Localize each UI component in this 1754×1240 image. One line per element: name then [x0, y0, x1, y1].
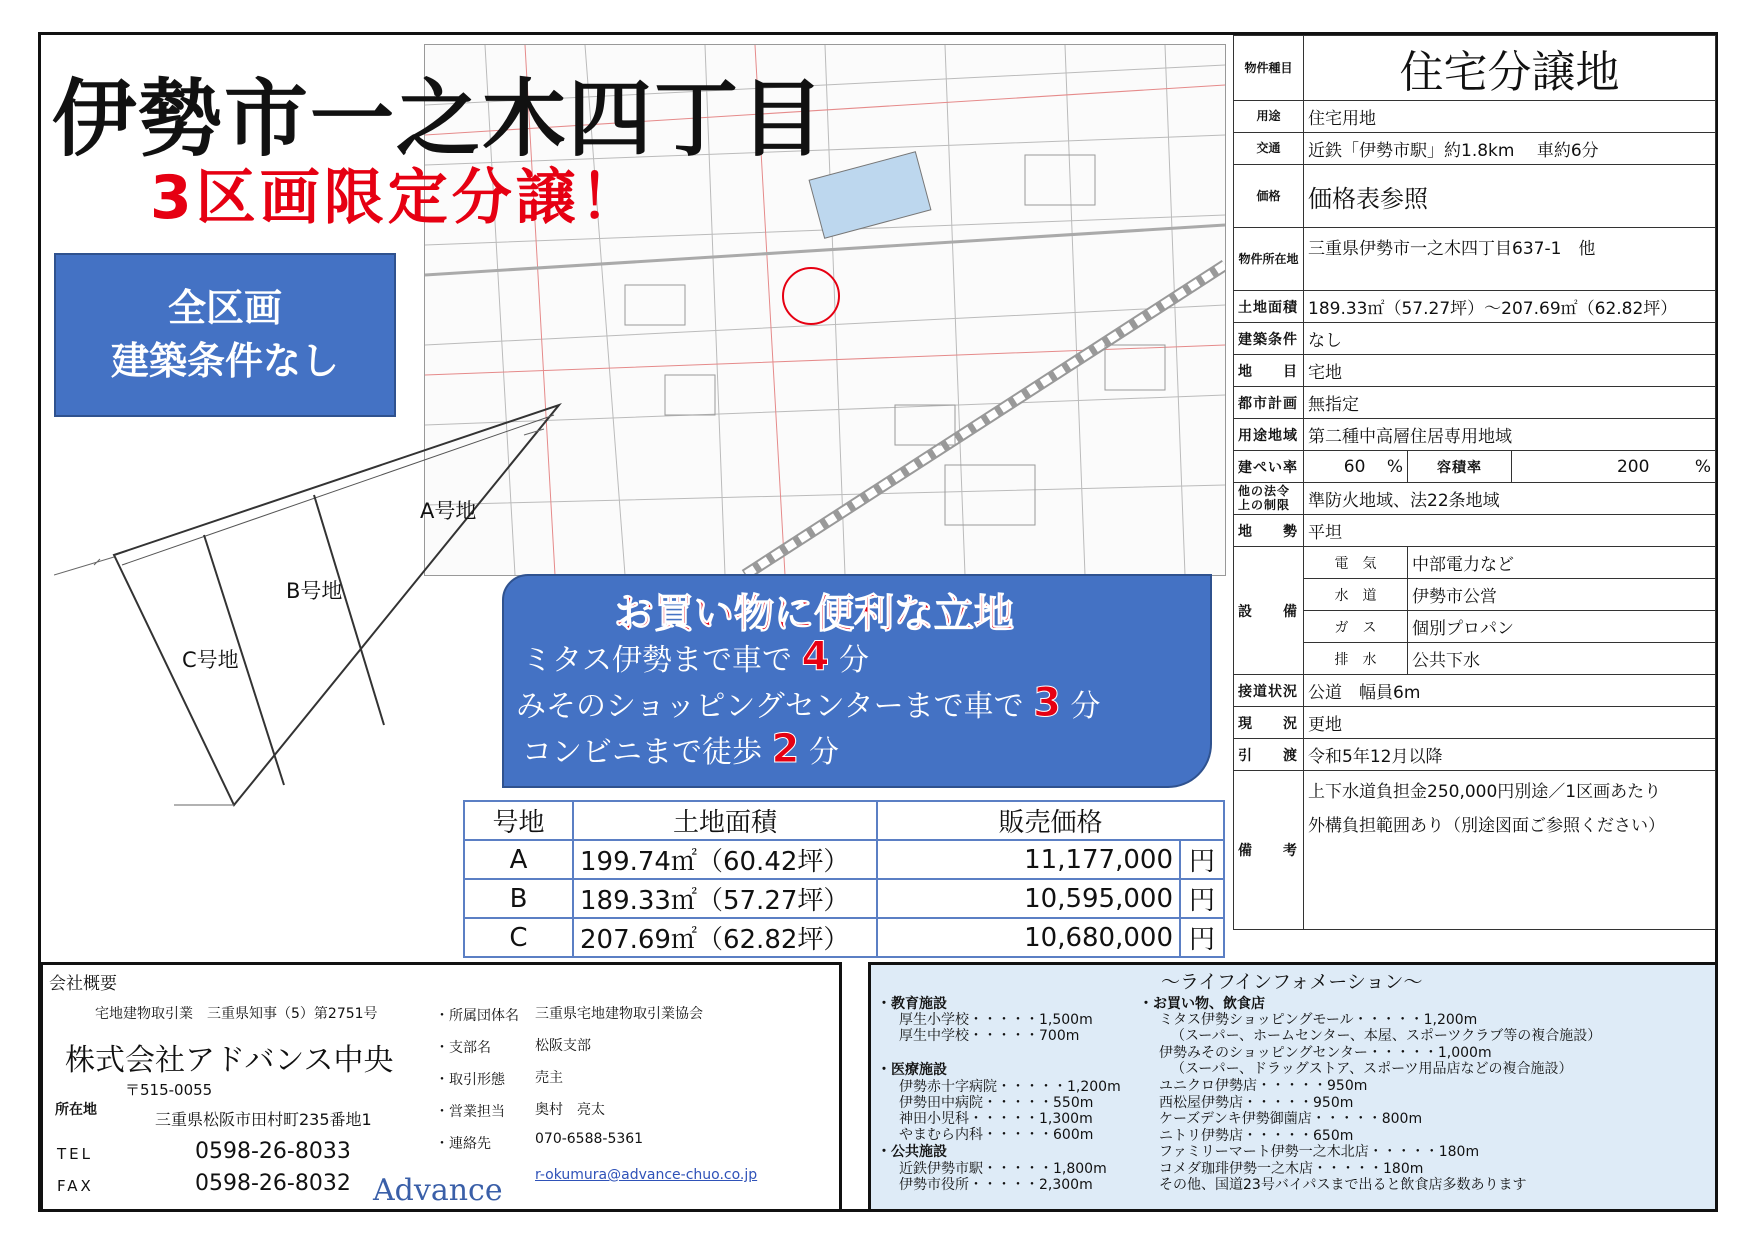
- shop-item-6: 西松屋伊勢店・・・・・950m: [1159, 1095, 1354, 1111]
- spec-handover-value: 令和5年12月以降: [1304, 739, 1716, 771]
- company-fax: 0598-26-8032: [195, 1171, 351, 1196]
- badge-line-2: 建築条件なし: [110, 339, 339, 383]
- shopping-line-2-unit: 分: [1070, 689, 1101, 724]
- spec-legal-label: 他の法令上の制限: [1234, 483, 1304, 515]
- shop-item-7: ケーズデンキ伊勢御薗店・・・・・800m: [1159, 1111, 1423, 1127]
- company-logo: Advance: [373, 1173, 503, 1208]
- spec-use-label: 用途: [1234, 101, 1304, 133]
- row-price: 10,680,000: [877, 918, 1180, 957]
- shopping-convenience-box: [502, 574, 1212, 788]
- row-area: 207.69㎡（62.82坪）: [573, 918, 877, 957]
- spec-category-label: 地 目: [1234, 355, 1304, 387]
- spec-remarks-1: 上下水道負担金250,000円別途／1区画あたり: [1308, 782, 1662, 802]
- shopping-heading: お買い物に便利な立地: [614, 591, 1014, 637]
- spec-far-label: 容積率: [1408, 451, 1512, 483]
- shop-item-10: コメダ珈琲伊勢一之木店・・・・・180m: [1159, 1161, 1424, 1177]
- spec-terrain-value: 平坦: [1304, 515, 1716, 547]
- spec-drain-value: 公共下水: [1408, 643, 1716, 675]
- spec-far-unit: %: [1694, 456, 1711, 477]
- page-title: 伊勢市一之木四丁目: [52, 70, 827, 168]
- spec-row-city-plan: [1234, 387, 1716, 419]
- company-address: 三重県松阪市田村町235番地1: [155, 1110, 372, 1129]
- spec-build-cond-value: なし: [1304, 323, 1716, 355]
- shop-item-8: ニトリ伊勢店・・・・・650m: [1159, 1128, 1354, 1144]
- spec-city-plan-value: 無指定: [1304, 387, 1716, 419]
- med-heading: ・医療施設: [877, 1062, 947, 1078]
- spec-row-address: [1234, 228, 1716, 291]
- row-area: 199.74㎡（60.42坪）: [573, 840, 877, 879]
- spec-row-water: [1234, 579, 1716, 611]
- table-row: [464, 879, 1224, 918]
- shop-heading: ・お買い物、飲食店: [1139, 996, 1265, 1012]
- shop-item-9: ファミリーマート伊勢一之木北店・・・・・180m: [1159, 1144, 1480, 1160]
- spec-land-area-label: 土地面積: [1234, 291, 1304, 323]
- row-unit: 円: [1180, 918, 1224, 957]
- spec-coverage-label: 建ぺい率: [1234, 451, 1304, 483]
- form-value: 売主: [535, 1070, 563, 1086]
- shopping-line-1: [522, 634, 869, 680]
- shopping-line-3-minutes: 2: [771, 726, 800, 772]
- spec-price-label: 価格: [1234, 165, 1304, 228]
- spec-row-road: [1234, 675, 1716, 707]
- row-lot: B: [464, 879, 573, 918]
- spec-far-cell: [1512, 451, 1716, 483]
- badge-line-1: 全区画: [167, 285, 282, 330]
- spec-category-value: 宅地: [1304, 355, 1716, 387]
- spec-water-label: 水 道: [1304, 579, 1408, 611]
- spec-build-cond-label: 建築条件: [1234, 323, 1304, 355]
- shopping-line-2-minutes: 3: [1033, 680, 1061, 726]
- row-unit: 円: [1180, 879, 1224, 918]
- spec-row-elec: [1234, 547, 1716, 579]
- shopping-line-2: [516, 680, 1101, 726]
- spec-price-value: 価格表参照: [1304, 165, 1716, 228]
- assoc-label: ・所属団体名: [435, 1008, 519, 1024]
- col-price: 販売価格: [877, 801, 1224, 840]
- shop-item-11: その他、国道23号バイパスまで出ると飲食店多数あります: [1159, 1177, 1527, 1193]
- table-row: [464, 840, 1224, 879]
- company-name: 株式会社アドバンス中央: [65, 1043, 394, 1078]
- shopping-line-3-unit: 分: [808, 735, 839, 770]
- spec-address-label: 物件所在地: [1234, 228, 1304, 291]
- company-zip: 〒515-0055: [125, 1081, 213, 1099]
- spec-row-ratios: [1234, 451, 1716, 483]
- shop-item-5: ユニクロ伊勢店・・・・・950m: [1159, 1078, 1368, 1094]
- company-license: 宅地建物取引業 三重県知事（5）第2751号: [95, 1006, 378, 1022]
- shopping-line-1-unit: 分: [838, 643, 869, 678]
- spec-row-status: [1234, 707, 1716, 739]
- company-tel: 0598-26-8033: [195, 1139, 351, 1164]
- spec-facility-label: 設 備: [1234, 547, 1304, 675]
- edu-item-1: 厚生小学校・・・・・1,500m: [899, 1012, 1093, 1028]
- spec-road-value: 公道 幅員6m: [1304, 675, 1716, 707]
- spec-legal-value: 準防火地域、法22条地域: [1304, 483, 1716, 515]
- shop-item-1: ミタス伊勢ショッピングモール・・・・・1,200m: [1159, 1012, 1478, 1028]
- spec-row-use: [1234, 101, 1716, 133]
- lot-a-label: A号地: [420, 499, 477, 523]
- pub-item-2: 伊勢市役所・・・・・2,300m: [899, 1177, 1093, 1193]
- spec-row-gas: [1234, 611, 1716, 643]
- staff-value: 奥村 亮太: [535, 1102, 605, 1118]
- shop-item-4: （スーパー、ドラッグストア、スポーツ用品店などの複合施設）: [1171, 1061, 1573, 1077]
- life-heading: ～ライフインフォメーション～: [1161, 971, 1423, 993]
- lot-c-label: C号地: [182, 648, 239, 672]
- edu-item-2: 厚生中学校・・・・・700m: [899, 1028, 1080, 1044]
- row-lot: C: [464, 918, 573, 957]
- table-row: [464, 918, 1224, 957]
- branch-label: ・支部名: [435, 1040, 491, 1056]
- col-lot: 号地: [464, 801, 573, 840]
- shop-item-2: （スーパー、ホームセンター、本屋、スポーツクラブ等の複合施設）: [1171, 1028, 1602, 1044]
- email-link[interactable]: r-okumura@advance-chuo.co.jp: [535, 1167, 758, 1183]
- spec-handover-label: 引 渡: [1234, 739, 1304, 771]
- spec-road-label: 接道状況: [1234, 675, 1304, 707]
- spec-row-drain: [1234, 643, 1716, 675]
- staff-label: ・営業担当: [435, 1104, 505, 1120]
- row-price: 11,177,000: [877, 840, 1180, 879]
- shopping-line-2-text: みそのショッピングセンターまで車で: [516, 689, 1024, 724]
- med-item-4: やまむら内科・・・・・600m: [899, 1127, 1094, 1143]
- spec-row-price: [1234, 165, 1716, 228]
- edu-heading: ・教育施設: [877, 996, 947, 1012]
- spec-type-value: 住宅分譲地: [1304, 36, 1716, 101]
- company-heading: 会社概要: [49, 974, 117, 994]
- spec-row-traffic: [1234, 133, 1716, 165]
- life-information: [868, 962, 1718, 1212]
- spec-water-value: 伊勢市公営: [1408, 579, 1716, 611]
- spec-zoning-label: 用途地域: [1234, 419, 1304, 451]
- spec-row-handover: [1234, 739, 1716, 771]
- pub-heading: ・公共施設: [877, 1144, 947, 1160]
- page-subtitle: 3区画限定分譲！: [150, 163, 644, 233]
- spec-coverage-value: 60: [1343, 456, 1366, 477]
- contact-label: ・連絡先: [435, 1136, 491, 1152]
- spec-city-plan-label: 都市計画: [1234, 387, 1304, 419]
- spec-use-value: 住宅用地: [1304, 101, 1716, 133]
- col-area: 土地面積: [573, 801, 877, 840]
- spec-coverage-unit: %: [1386, 456, 1403, 477]
- shopping-line-3-text: コンビニまで徒歩: [522, 735, 762, 770]
- spec-remarks-label: 備 考: [1234, 771, 1304, 930]
- shopping-line-1-minutes: 4: [801, 634, 830, 680]
- med-item-1: 伊勢赤十字病院・・・・・1,200m: [899, 1079, 1121, 1095]
- company-overview: [40, 962, 842, 1212]
- company-fax-label: FAX: [57, 1177, 94, 1195]
- spec-traffic-label: 交通: [1234, 133, 1304, 165]
- shopping-line-1-text: ミタス伊勢まで車で: [522, 643, 792, 678]
- med-item-2: 伊勢田中病院・・・・・550m: [899, 1095, 1094, 1111]
- shopping-line-3: [522, 726, 839, 772]
- spec-zoning-value: 第二種中高層住居専用地域: [1304, 419, 1716, 451]
- spec-row-category: [1234, 355, 1716, 387]
- spec-row-remarks: [1234, 771, 1716, 930]
- row-price: 10,595,000: [877, 879, 1180, 918]
- spec-elec-value: 中部電力など: [1408, 547, 1716, 579]
- spec-status-value: 更地: [1304, 707, 1716, 739]
- spec-type-label: 物件種目: [1234, 36, 1304, 101]
- spec-row-terrain: [1234, 515, 1716, 547]
- spec-far-value: 200: [1616, 456, 1650, 477]
- row-unit: 円: [1180, 840, 1224, 879]
- spec-land-area-value: 189.33㎡（57.27坪）～207.69㎡（62.82坪）: [1304, 291, 1716, 323]
- pub-item-1: 近鉄伊勢市駅・・・・・1,800m: [899, 1161, 1107, 1177]
- spec-row-land-area: [1234, 291, 1716, 323]
- spec-gas-value: 個別プロパン: [1408, 611, 1716, 643]
- property-spec-table: [1233, 35, 1716, 930]
- row-lot: A: [464, 840, 573, 879]
- spec-row-legal: [1234, 483, 1716, 515]
- spec-address-value: 三重県伊勢市一之木四丁目637-1 他: [1304, 228, 1716, 291]
- spec-terrain-label: 地 勢: [1234, 515, 1304, 547]
- form-label: ・取引形態: [435, 1072, 505, 1088]
- spec-status-label: 現 況: [1234, 707, 1304, 739]
- price-table: [463, 800, 1225, 958]
- spec-drain-label: 排 水: [1304, 643, 1408, 675]
- spec-elec-label: 電 気: [1304, 547, 1408, 579]
- spec-row-build-cond: [1234, 323, 1716, 355]
- assoc-value: 三重県宅地建物取引業協会: [535, 1006, 703, 1022]
- branch-value: 松阪支部: [535, 1038, 591, 1054]
- spec-row-zoning: [1234, 419, 1716, 451]
- spec-coverage-cell: [1304, 451, 1408, 483]
- price-table-header-row: [464, 801, 1224, 840]
- med-item-3: 神田小児科・・・・・1,300m: [899, 1111, 1093, 1127]
- spec-remarks-2: 外構負担範囲あり（別途図面ご参照ください）: [1308, 816, 1665, 836]
- contact-value: 070-6588-5361: [535, 1131, 644, 1147]
- lot-b-label: B号地: [286, 579, 343, 603]
- spec-row-type: [1234, 36, 1716, 101]
- company-address-label: 所在地: [55, 1102, 97, 1118]
- row-area: 189.33㎡（57.27坪）: [573, 879, 877, 918]
- spec-traffic-value: 近鉄「伊勢市駅」約1.8km 車約6分: [1304, 133, 1716, 165]
- shop-item-3: 伊勢みそのショッピングセンター・・・・・1,000m: [1159, 1045, 1492, 1061]
- company-tel-label: TEL: [57, 1145, 93, 1163]
- spec-gas-label: ガ ス: [1304, 611, 1408, 643]
- spec-remarks-cell: [1304, 771, 1716, 930]
